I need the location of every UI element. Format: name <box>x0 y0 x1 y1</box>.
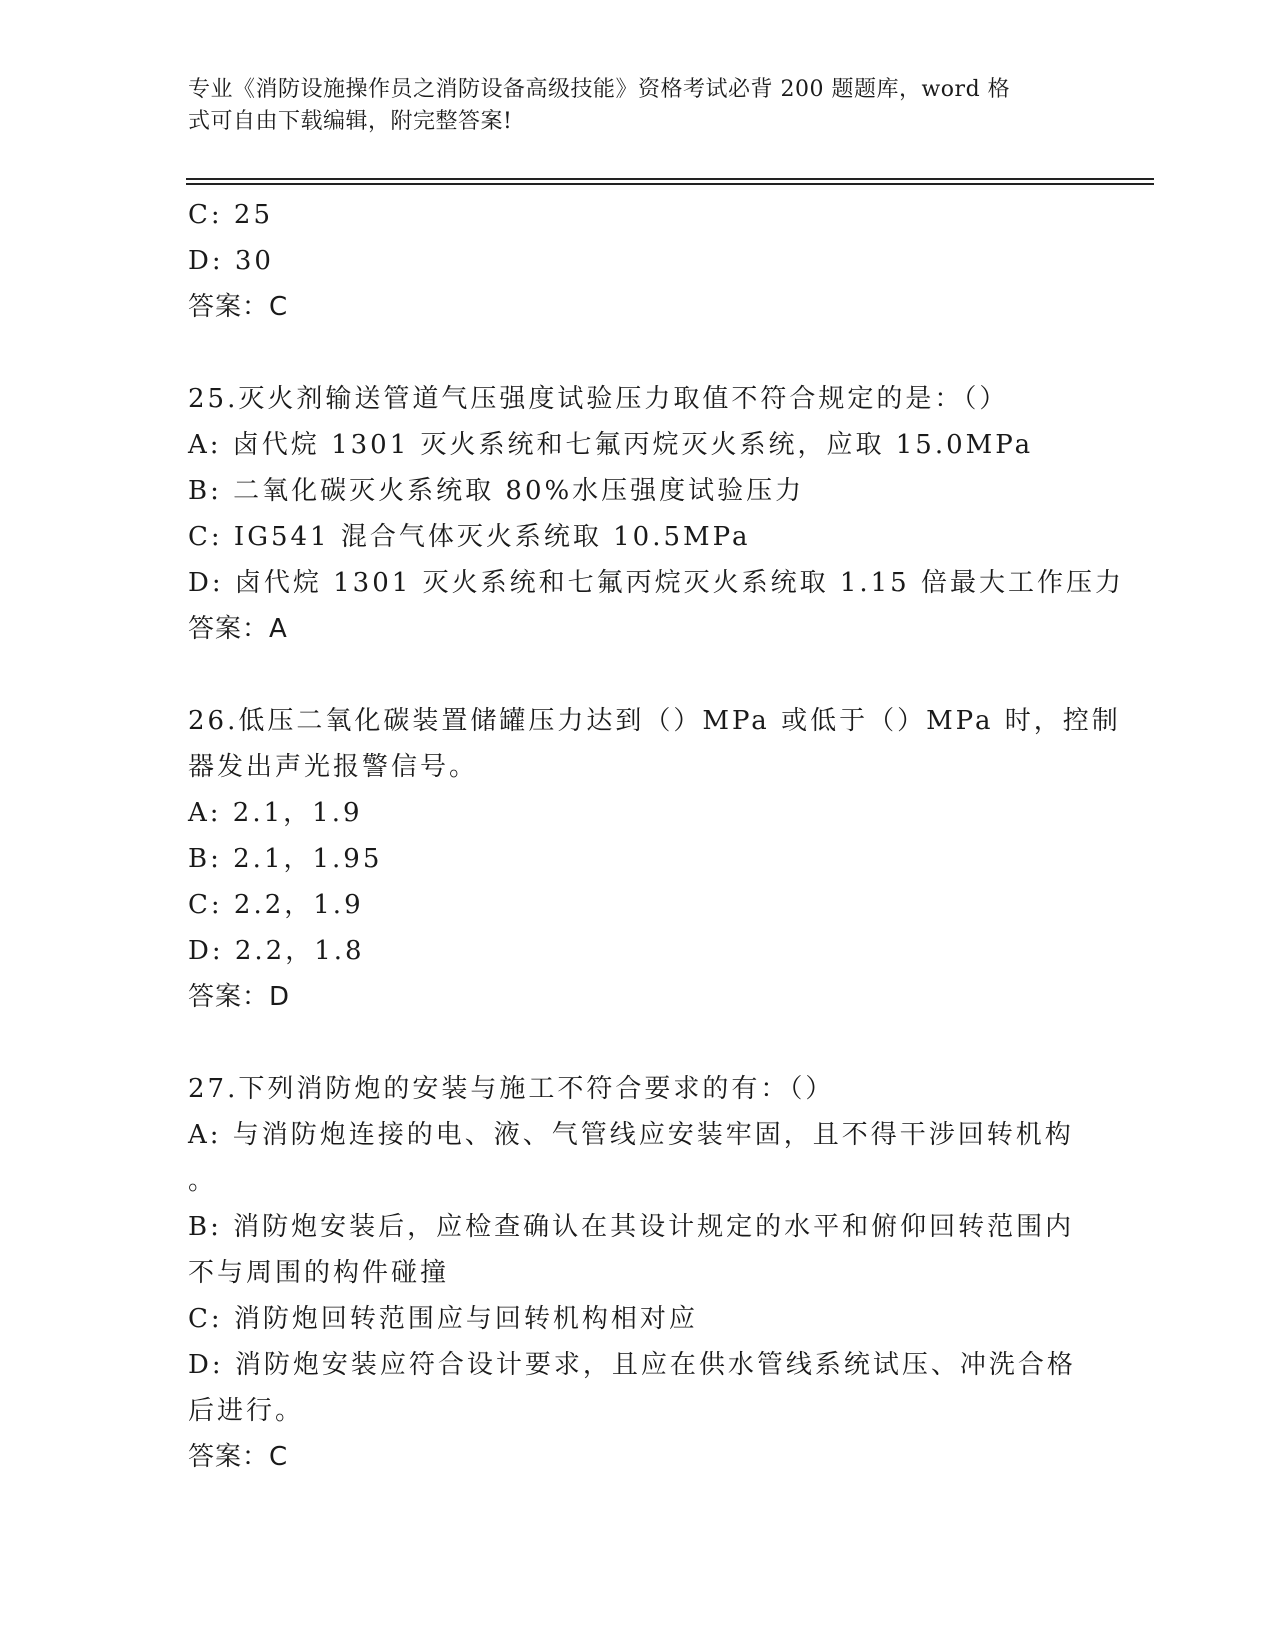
question-26-stem-line-1: 26.低压二氧化碳装置储罐压力达到（）MPa 或低于（）MPa 时，控制 <box>188 706 1121 736</box>
question-26-option-d: D: 2.2，1.8 <box>188 936 365 966</box>
header-line-1: 专业《消防设施操作员之消防设备高级技能》资格考试必背 200 题题库，word 格 <box>188 77 1011 102</box>
question-25 <box>188 376 1124 652</box>
question-list <box>188 192 1124 1480</box>
question-24-option-c: C: 25 <box>188 200 274 230</box>
question-27-option-c: C: 消防炮回转范围应与回转机构相对应 <box>188 1304 698 1334</box>
question-27-option-d-line-1: D: 消防炮安装应符合设计要求，且应在供水管线系统试压、冲洗合格 <box>188 1350 1076 1380</box>
question-27-option-b-line-2: 不与周围的构件碰撞 <box>188 1258 450 1288</box>
question-26-option-c: C: 2.2，1.9 <box>188 890 364 920</box>
question-24-option-d: D: 30 <box>188 246 274 276</box>
spacer <box>188 330 1088 376</box>
question-24 <box>188 192 1088 330</box>
document-header <box>188 74 1068 138</box>
question-27-stem: 27.下列消防炮的安装与施工不符合要求的有：（） <box>188 1074 835 1104</box>
question-26 <box>188 698 1121 1020</box>
header-divider-bottom <box>186 183 1154 185</box>
question-25-option-d: D: 卤代烷 1301 灭火系统和七氟丙烷灭火系统取 1.15 倍最大工作压力 <box>188 568 1124 598</box>
header-line-2: 式可自由下载编辑，附完整答案! <box>188 109 513 134</box>
question-27 <box>188 1066 1088 1480</box>
question-27-option-d-line-2: 后进行。 <box>188 1396 305 1426</box>
header-divider-top <box>186 178 1154 180</box>
question-25-option-c: C: IG541 混合气体灭火系统取 10.5MPa <box>188 522 751 552</box>
question-25-option-b: B: 二氧化碳灭火系统取 80%水压强度试验压力 <box>188 476 805 506</box>
question-24-answer: 答案：C <box>188 292 289 322</box>
question-27-option-a-line-1: A: 与消防炮连接的电、液、气管线应安装牢固，且不得干涉回转机构 <box>188 1120 1074 1150</box>
question-27-option-b-line-1: B: 消防炮安装后，应检查确认在其设计规定的水平和俯仰回转范围内 <box>188 1212 1075 1242</box>
question-27-answer: 答案：C <box>188 1442 289 1472</box>
question-26-answer: 答案：D <box>188 982 291 1012</box>
spacer <box>188 1020 1088 1066</box>
question-26-option-b: B: 2.1，1.95 <box>188 844 383 874</box>
question-25-answer: 答案：A <box>188 614 288 644</box>
question-25-option-a: A: 卤代烷 1301 灭火系统和七氟丙烷灭火系统，应取 15.0MPa <box>188 430 1034 460</box>
question-25-stem: 25.灭火剂输送管道气压强度试验压力取值不符合规定的是：（） <box>188 384 1009 414</box>
question-27-option-a-line-2: 。 <box>188 1166 218 1196</box>
spacer <box>188 652 1088 698</box>
question-26-stem-line-2: 器发出声光报警信号。 <box>188 752 479 782</box>
question-26-option-a: A: 2.1，1.9 <box>188 798 363 828</box>
